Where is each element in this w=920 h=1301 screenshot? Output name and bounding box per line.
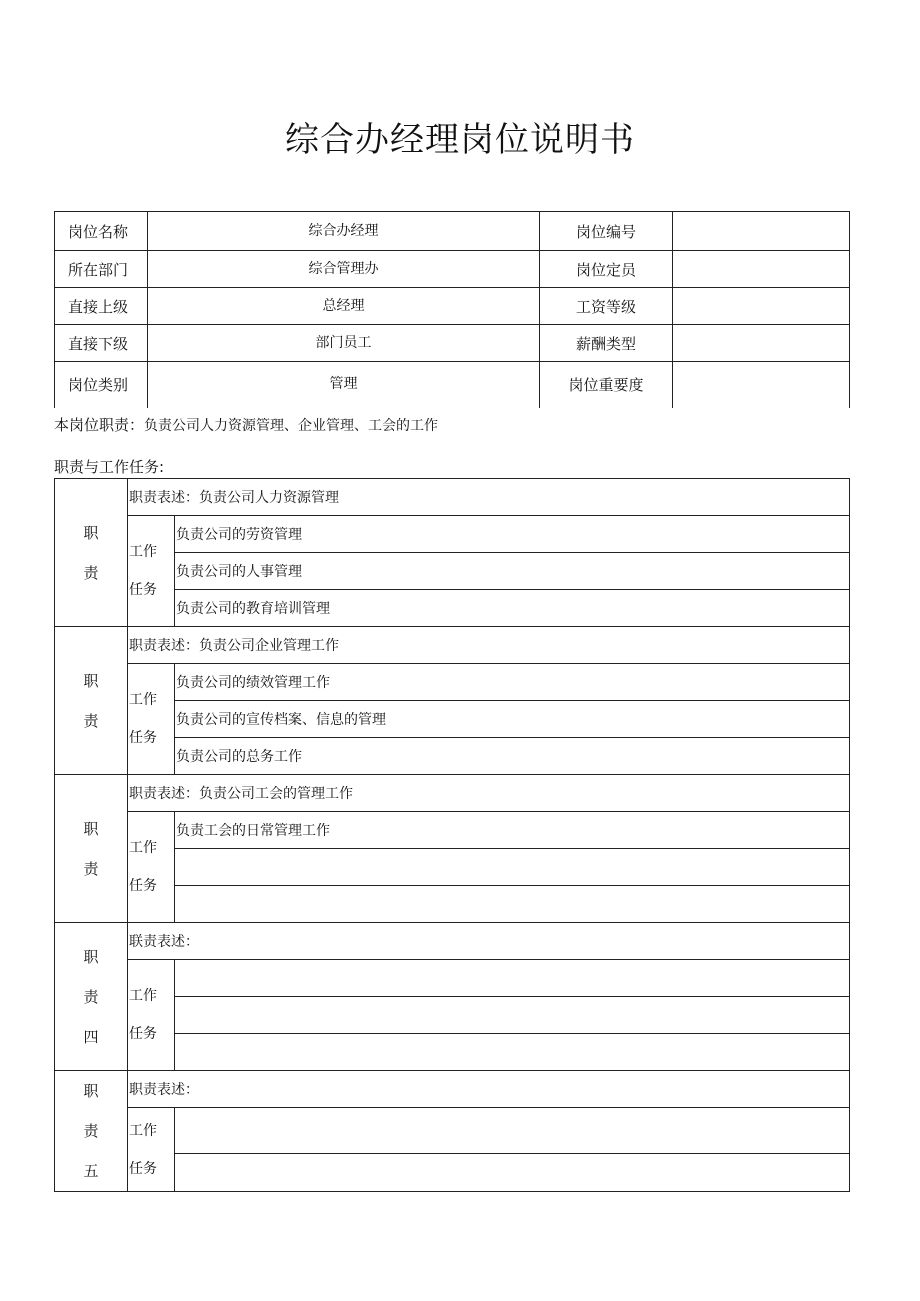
duty-side-label	[55, 1071, 128, 1192]
info-row	[55, 288, 850, 325]
job-summary-text: 负责公司人力资源管理、企业管理、工会的工作	[144, 418, 439, 434]
task-row	[55, 886, 850, 923]
work-label-line: 工作	[129, 692, 157, 708]
duty-side-char: 责	[83, 987, 99, 1006]
info-row	[55, 325, 850, 362]
info-value: 部门员工	[148, 325, 540, 362]
work-label-line: 工作	[129, 544, 157, 560]
task-item	[175, 886, 850, 923]
info-value-2	[673, 251, 850, 288]
work-label-line: 工作	[129, 1122, 157, 1139]
work-label-line: 任务	[129, 1026, 157, 1042]
info-label: 直接下级	[55, 325, 148, 362]
page-title: 综合办经理岗位说明书	[285, 120, 635, 160]
work-task-label	[128, 664, 175, 775]
task-row	[55, 812, 850, 849]
info-label: 岗位名称	[55, 212, 148, 251]
info-label: 岗位类别	[55, 362, 148, 408]
duties-table	[54, 478, 850, 1192]
info-label-2: 岗位重要度	[540, 362, 673, 408]
info-label-2: 岗位编号	[540, 212, 673, 251]
task-item: 负责公司的宣传档案、信息的管理	[175, 701, 850, 738]
task-row	[55, 664, 850, 701]
duty-side-label	[55, 479, 128, 627]
duty-side-char: 责	[83, 1122, 99, 1140]
task-item: 负责公司的绩效管理工作	[175, 664, 850, 701]
work-task-label	[128, 960, 175, 1071]
duties-heading: 职责与工作任务:	[54, 458, 165, 476]
task-item	[175, 1108, 850, 1154]
task-row	[55, 738, 850, 775]
task-item: 负责公司的人事管理	[175, 553, 850, 590]
task-row	[55, 997, 850, 1034]
duty-side-char: 责	[83, 711, 99, 730]
duty-description: 职责表述：负责公司工会的管理工作	[128, 775, 850, 812]
duty-side-char: 责	[83, 859, 99, 878]
info-value: 综合办经理	[148, 212, 540, 251]
work-task-label	[128, 812, 175, 923]
info-label-2: 岗位定员	[540, 251, 673, 288]
duty-side-char: 责	[83, 563, 99, 582]
duty-desc-row	[55, 1071, 850, 1108]
work-task-label	[128, 516, 175, 627]
info-value: 管理	[148, 362, 540, 408]
work-label-line: 任务	[129, 582, 157, 598]
task-item: 负责公司的劳资管理	[175, 516, 850, 553]
duty-side-char: 五	[83, 1162, 99, 1180]
duty-side-char: 职	[83, 947, 99, 966]
info-row	[55, 251, 850, 288]
info-label-2: 薪酬类型	[540, 325, 673, 362]
duty-side-char: 职	[83, 671, 99, 690]
task-item	[175, 849, 850, 886]
duty-desc-row	[55, 627, 850, 664]
duty-side-char: 四	[83, 1027, 99, 1046]
duty-description: 职责表述：	[128, 1071, 850, 1108]
task-row	[55, 553, 850, 590]
duty-description: 联责表述：	[128, 923, 850, 960]
task-item	[175, 1034, 850, 1071]
work-task-label	[128, 1108, 175, 1192]
task-row	[55, 849, 850, 886]
task-row	[55, 701, 850, 738]
duty-side-char: 职	[83, 819, 99, 838]
info-label-2: 工资等级	[540, 288, 673, 325]
task-item	[175, 960, 850, 997]
task-item	[175, 1153, 850, 1192]
info-label: 直接上级	[55, 288, 148, 325]
task-item: 负责公司的教育培训管理	[175, 590, 850, 627]
duty-side-char: 职	[83, 523, 99, 542]
duty-side-label	[55, 923, 128, 1071]
duty-desc-row	[55, 479, 850, 516]
info-row	[55, 212, 850, 251]
duty-description: 职责表述：负责公司人力资源管理	[128, 479, 850, 516]
job-summary	[54, 414, 438, 435]
info-value-2	[673, 325, 850, 362]
duty-side-char: 职	[83, 1082, 99, 1100]
duty-side-label	[55, 627, 128, 775]
duty-desc-row	[55, 923, 850, 960]
task-row	[55, 1153, 850, 1192]
info-row	[55, 362, 850, 408]
duty-side-label	[55, 775, 128, 923]
work-label-line: 工作	[129, 840, 157, 856]
job-info-table	[54, 211, 850, 408]
task-row	[55, 1108, 850, 1154]
work-label-line: 任务	[129, 1160, 157, 1177]
duty-description: 职责表述：负责公司企业管理工作	[128, 627, 850, 664]
task-item: 负责工会的日常管理工作	[175, 812, 850, 849]
task-row	[55, 516, 850, 553]
info-value-2	[673, 362, 850, 408]
task-row	[55, 1034, 850, 1071]
info-value: 综合管理办	[148, 251, 540, 288]
info-value: 总经理	[148, 288, 540, 325]
info-label: 所在部门	[55, 251, 148, 288]
work-label-line: 任务	[129, 878, 157, 894]
info-value-2	[673, 288, 850, 325]
task-row	[55, 590, 850, 627]
info-value-2	[673, 212, 850, 251]
work-label-line: 任务	[129, 730, 157, 746]
task-row	[55, 960, 850, 997]
task-item: 负责公司的总务工作	[175, 738, 850, 775]
task-item	[175, 997, 850, 1034]
duty-desc-row	[55, 775, 850, 812]
work-label-line: 工作	[129, 988, 157, 1004]
job-summary-label: 本岗位职责：	[54, 416, 145, 434]
